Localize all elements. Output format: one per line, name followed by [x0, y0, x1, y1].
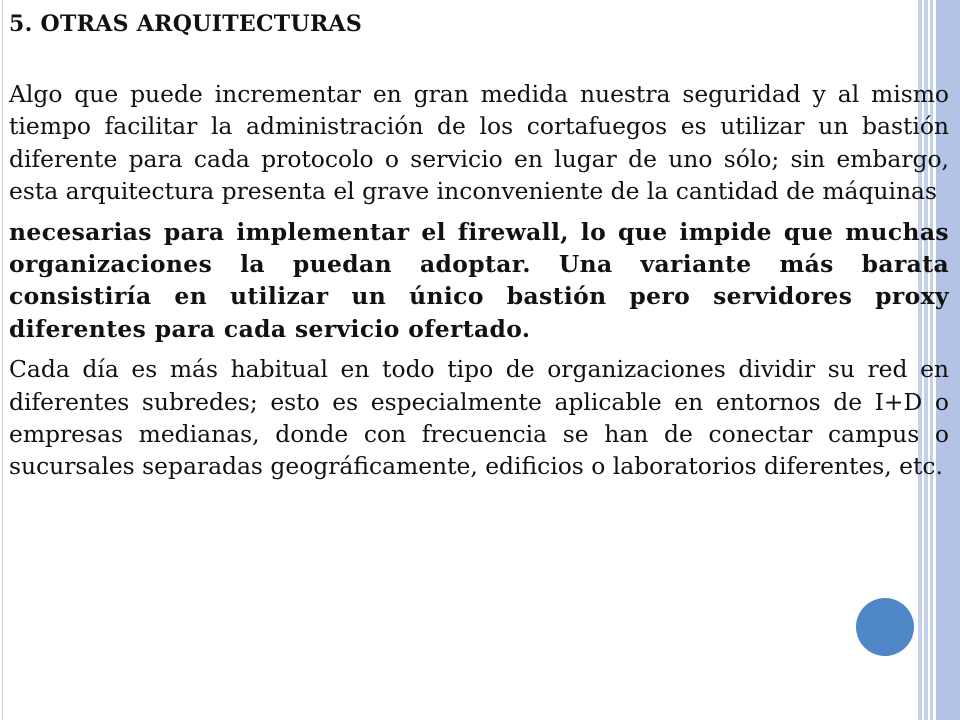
- decorative-circle: [856, 598, 914, 656]
- paragraph-bold: necesarias para implementar el firewall, lo que impide que muchas organizaciones la puedan adoptar. Una variante más barata consistiría en utilizar un único bastión pero servidores proxy diferentes para cada servicio ofertado.: [9, 217, 949, 343]
- left-border-line: [2, 0, 3, 720]
- slide-content: [9, 8, 949, 483]
- paragraph-subnets: Cada día es más habitual en todo tipo de organizaciones dividir su red en diferentes subredes; esto es especialmente aplicable en entornos de I+D o empresas medianas, donde con frecuencia se han de conectar campus o sucursales separadas geográficamente, edificios o laboratorios diferentes, etc.: [9, 355, 949, 481]
- paragraph-intro: Algo que puede incrementar en gran medida nuestra seguridad y al mismo tiempo facilitar la administración de los cortafuegos es utilizar un bastión diferente para cada protocolo o servicio en lugar de uno sólo; sin embargo, esta arquitectura presenta el grave inconveniente de la cantidad de máquinas: [9, 80, 949, 206]
- slide-title: 5. OTRAS ARQUITECTURAS: [9, 11, 363, 37]
